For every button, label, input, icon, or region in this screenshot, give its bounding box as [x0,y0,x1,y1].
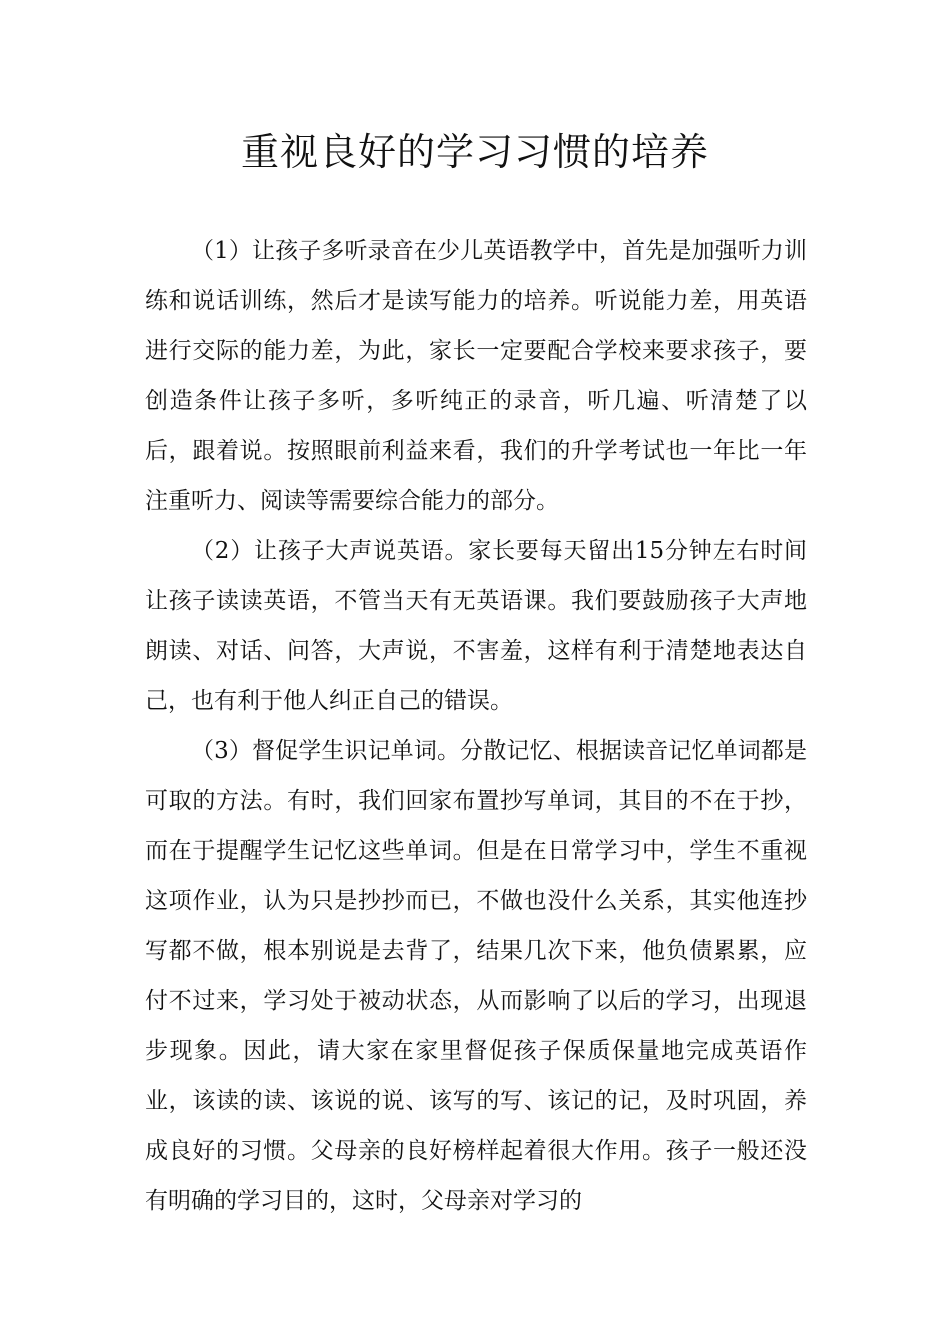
document-body [145,226,807,1226]
paragraph-3: （3）督促学生识记单词。分散记忆、根据读音记忆单词都是可取的方法。有时，我们回家布置抄写单词，其目的不在于抄，而在于提醒学生记忆这些单词。但是在日常学习中，学生不重视这项作业，认为只是抄抄而已，不做也没什么关系，其实他连抄写都不做，根本别说是去背了，结果几次下来，他负债累累，应付不过来，学习处于被动状态，从而影响了以后的学习，出现退步现象。因此，请大家在家里督促孩子保质保量地完成英语作业，该读的读、该说的说、该写的写、该记的记，及时巩固，养成良好的习惯。父母亲的良好榜样起着很大作用。孩子一般还没有明确的学习目的，这时，父母亲对学习的 [145,738,807,1214]
document-title: 重视良好的学习习惯的培养 [240,130,709,174]
paragraph-2: （2）让孩子大声说英语。家长要每天留出15分钟左右时间让孩子读读英语，不管当天有无英语课。我们要鼓励孩子大声地朗读、对话、问答，大声说，不害羞，这样有利于清楚地表达自己，也有利于他人纠正自己的错误。 [145,538,807,714]
paragraph-1: （1）让孩子多听录音在少儿英语教学中，首先是加强听力训练和说话训练，然后才是读写能力的培养。听说能力差，用英语进行交际的能力差，为此，家长一定要配合学校来要求孩子，要创造条件让孩子多听，多听纯正的录音，听几遍、听清楚了以后，跟着说。按照眼前利益来看，我们的升学考试也一年比一年注重听力、阅读等需要综合能力的部分。 [145,238,807,514]
